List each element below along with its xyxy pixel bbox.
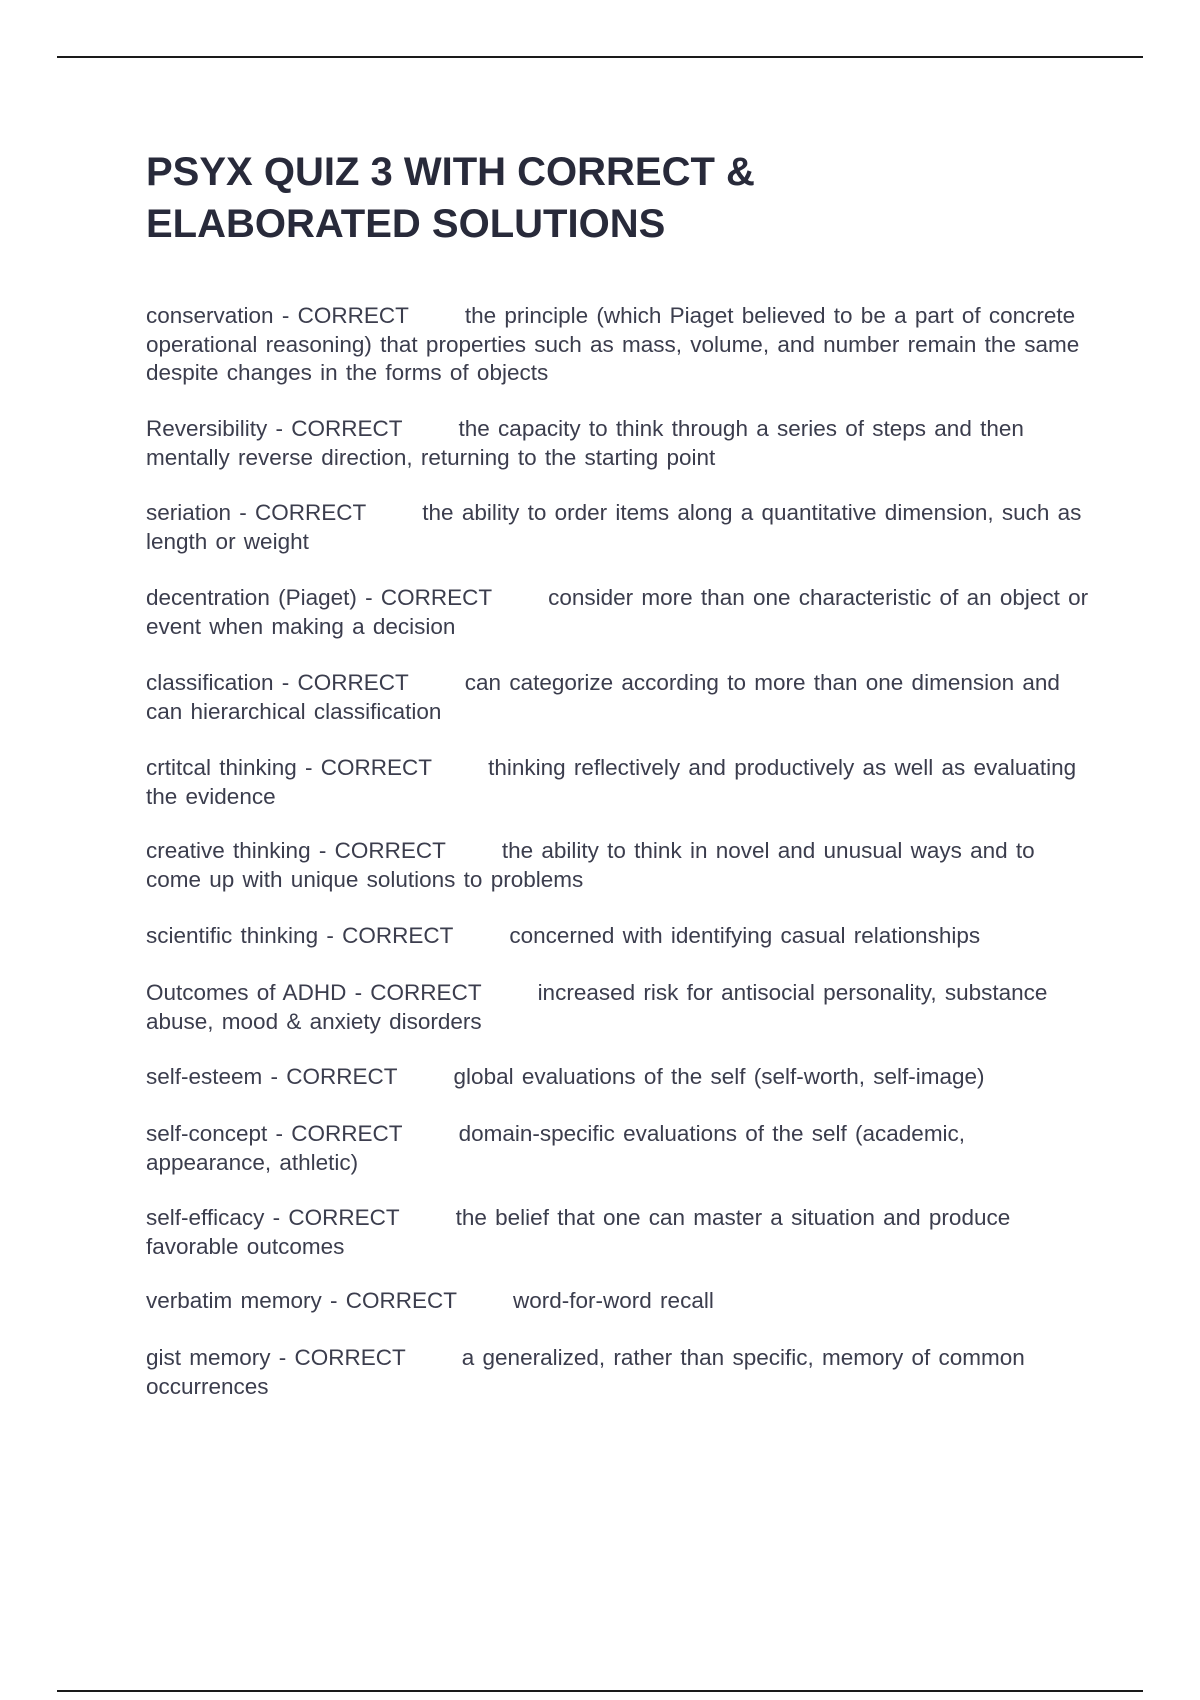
qa-item bbox=[146, 584, 1092, 641]
qa-definition: consider more than one characteristic of an object or event when making a decision bbox=[146, 585, 1089, 639]
qa-item bbox=[146, 1063, 985, 1092]
qa-term: Outcomes of ADHD - CORRECT bbox=[146, 980, 482, 1005]
qa-term: creative thinking - CORRECT bbox=[146, 838, 446, 863]
qa-item bbox=[146, 1204, 1092, 1261]
qa-definition: a generalized, rather than specific, memory of common occurrences bbox=[146, 1345, 1025, 1399]
qa-term: decentration (Piaget) - CORRECT bbox=[146, 585, 493, 610]
qa-term: Reversibility - CORRECT bbox=[146, 416, 403, 441]
qa-item bbox=[146, 922, 980, 951]
document-title bbox=[146, 146, 1106, 250]
qa-definition: the belief that one can master a situation and produce favorable outcomes bbox=[146, 1205, 1011, 1259]
top-rule bbox=[57, 56, 1143, 58]
qa-definition: the ability to think in novel and unusual ways and to come up with unique solutions to problems bbox=[146, 838, 1035, 892]
qa-item bbox=[146, 837, 1092, 894]
qa-term: conservation - CORRECT bbox=[146, 303, 409, 328]
title-line-1: PSYX QUIZ 3 WITH CORRECT & bbox=[146, 150, 755, 194]
qa-item bbox=[146, 499, 1092, 556]
qa-definition: the ability to order items along a quantitative dimension, such as length or weight bbox=[146, 500, 1082, 554]
qa-term: crtitcal thinking - CORRECT bbox=[146, 755, 433, 780]
qa-item bbox=[146, 669, 1092, 726]
qa-definition: the capacity to think through a series of steps and then mentally reverse direction, returning to the starting point bbox=[146, 416, 1024, 470]
qa-definition: the principle (which Piaget believed to be a part of concrete operational reasoning) that properties such as mass, volume, and number remain the same despite changes in the forms of objects bbox=[146, 303, 1080, 385]
qa-definition: can categorize according to more than one dimension and can hierarchical classification bbox=[146, 670, 1060, 724]
qa-item bbox=[146, 1287, 714, 1316]
qa-term: seriation - CORRECT bbox=[146, 500, 367, 525]
qa-item bbox=[146, 754, 1092, 811]
title-line-2: ELABORATED SOLUTIONS bbox=[146, 202, 666, 246]
qa-definition: domain-specific evaluations of the self (academic, appearance, athletic) bbox=[146, 1121, 966, 1175]
qa-definition: thinking reflectively and productively as well as evaluating the evidence bbox=[146, 755, 1077, 809]
qa-definition: concerned with identifying casual relationships bbox=[509, 923, 981, 948]
bottom-rule bbox=[57, 1690, 1143, 1692]
qa-item bbox=[146, 979, 1092, 1036]
qa-definition: increased risk for antisocial personality, substance abuse, mood & anxiety disorders bbox=[146, 980, 1048, 1034]
qa-term: self-concept - CORRECT bbox=[146, 1121, 403, 1146]
qa-term: verbatim memory - CORRECT bbox=[146, 1288, 458, 1313]
qa-definition: global evaluations of the self (self-worth, self-image) bbox=[453, 1064, 985, 1089]
qa-item bbox=[146, 1120, 1092, 1177]
qa-term: classification - CORRECT bbox=[146, 670, 409, 695]
qa-term: self-efficacy - CORRECT bbox=[146, 1205, 400, 1230]
qa-item bbox=[146, 302, 1092, 388]
qa-term: gist memory - CORRECT bbox=[146, 1345, 406, 1370]
qa-term: self-esteem - CORRECT bbox=[146, 1064, 398, 1089]
qa-item bbox=[146, 1344, 1092, 1401]
qa-item bbox=[146, 415, 1092, 472]
qa-term: scientific thinking - CORRECT bbox=[146, 923, 454, 948]
qa-definition: word-for-word recall bbox=[513, 1288, 714, 1313]
